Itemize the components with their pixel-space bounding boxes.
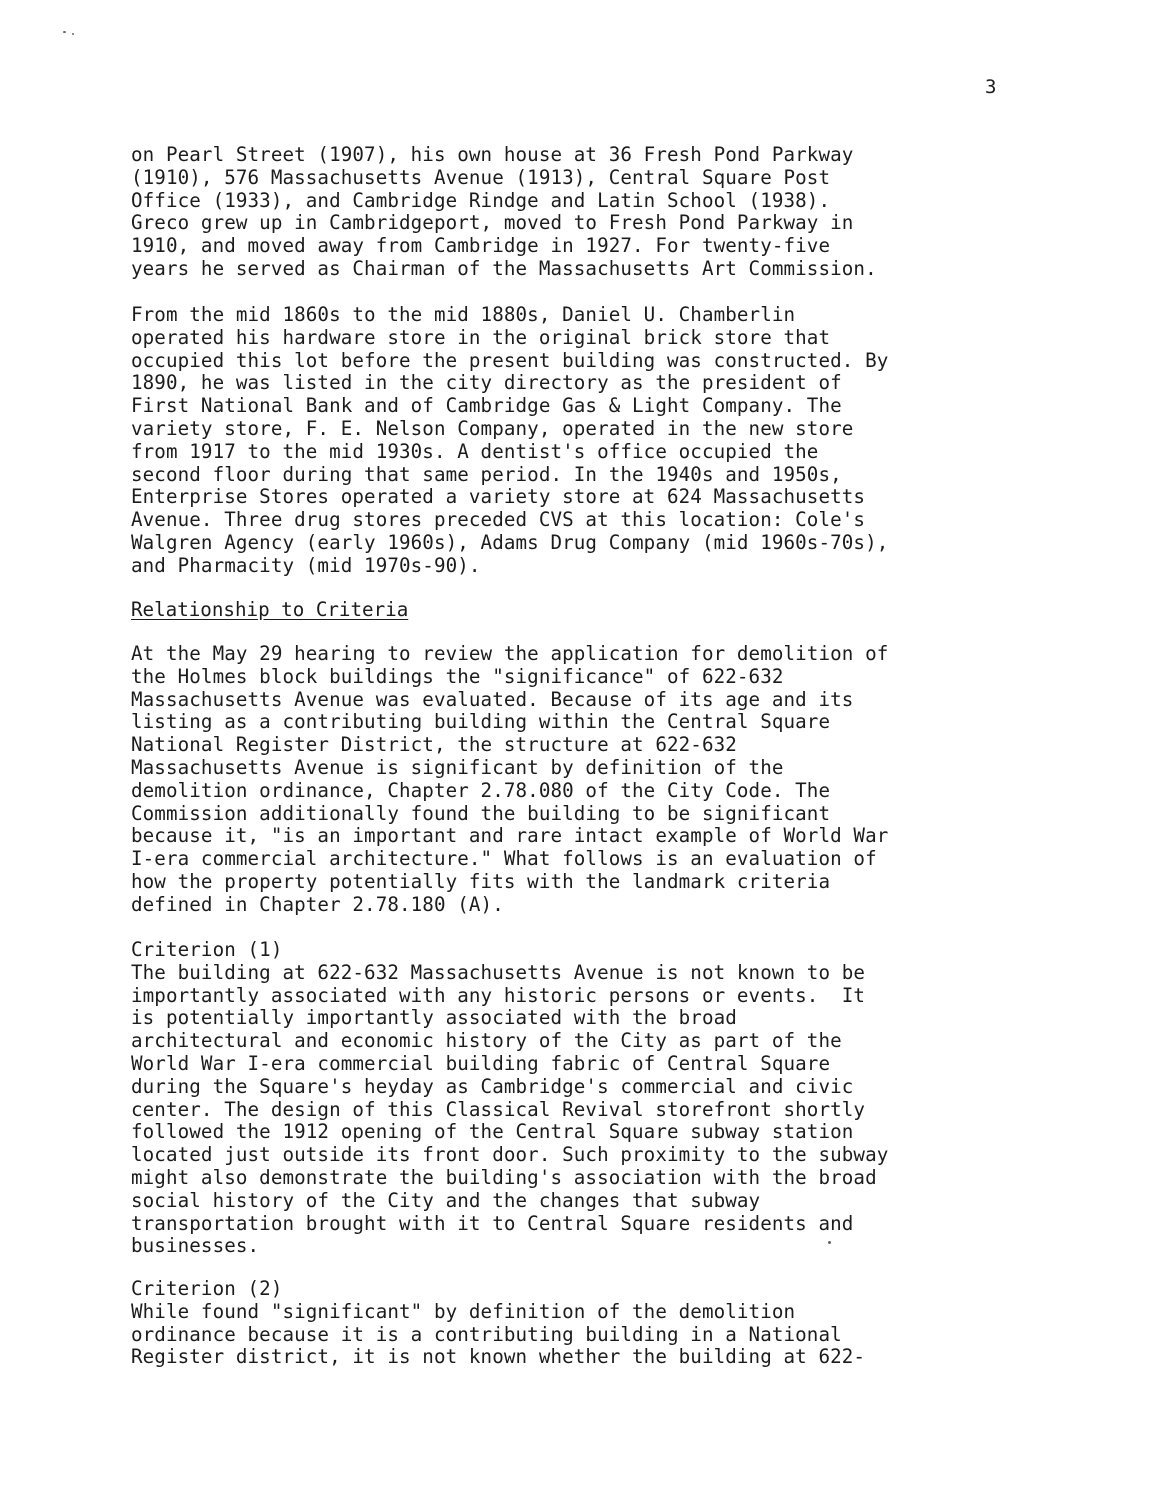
text-line: demolition ordinance, Chapter 2.78.080 of the City Code. The (131, 778, 831, 802)
text-line: Commission additionally found the building to be significant (131, 801, 831, 825)
text-line: social history of the City and the changes that subway (131, 1188, 761, 1212)
text-line: Greco grew up in Cambridgeport, moved to Fresh Pond Parkway in (131, 211, 854, 235)
text-line: At the May 29 hearing to review the application for demolition of (131, 642, 889, 665)
text-line: Enterprise Stores operated a variety store at 624 Massachusetts (131, 485, 866, 509)
text-line: from 1917 to the mid 1930s. A dentist's office occupied the (131, 439, 819, 463)
text-line: (1910), 576 Massachusetts Avenue (1913), Central Square Post (131, 165, 831, 189)
text-line: Walgren Agency (early 1960s), Adams Drug Company (mid 1960s-70s), (131, 530, 889, 554)
text-line: transportation brought with it to Central Square residents and (131, 1211, 854, 1235)
text-line: how the property potentially fits with the landmark criteria (131, 869, 831, 893)
text-line: might also demonstrate the building's association with the broad (131, 1165, 877, 1189)
paragraph-2 (131, 304, 1036, 578)
text-line: While found "significant" by definition of the demolition (131, 1299, 796, 1323)
text-line: years he served as Chairman of the Massachusetts Art Commission. (131, 256, 877, 280)
text-line: Avenue. Three drug stores preceded CVS at this location: Cole's (131, 508, 866, 532)
criterion-2 (131, 1278, 1036, 1369)
text-line: I-era commercial architecture." What follows is an evaluation of (131, 847, 877, 871)
text-line: businesses. (131, 1234, 260, 1258)
text-line: Massachusetts Avenue was evaluated. Because of its age and its (131, 687, 854, 711)
text-line: defined in Chapter 2.78.180 (A). (131, 892, 504, 916)
text-line: World War I-era commercial building fabric of Central Square (131, 1051, 831, 1075)
text-line: located just outside its front door. Such proximity to the subway (131, 1143, 889, 1167)
text-line: operated his hardware store in the original brick store that (131, 325, 831, 349)
text-line: First National Bank and of Cambridge Gas & Light Company. The (131, 394, 842, 418)
text-line: and Pharmacity (mid 1970s-90). (131, 553, 481, 577)
text-line: center. The design of this Classical Revival storefront shortly (131, 1097, 866, 1121)
criterion-1 (131, 939, 1036, 1258)
text-line: architectural and economic history of the City as part of the (131, 1029, 842, 1053)
text-line: 1890, he was listed in the city directory as the president of (131, 371, 842, 395)
paragraph-3 (131, 643, 1036, 917)
criterion-title: Criterion (2) (131, 1277, 283, 1300)
section-heading: Relationship to Criteria (131, 598, 409, 621)
scan-speck (63, 31, 66, 33)
criterion-title: Criterion (1) (131, 938, 283, 961)
text-line: importantly associated with any historic persons or events. It (131, 983, 866, 1007)
text-line: second floor during that same period. In the 1940s and 1950s, (131, 462, 842, 486)
text-line: The building at 622-632 Massachusetts Avenue is not known to be (131, 960, 866, 984)
text-line: on Pearl Street (1907), his own house at 36 Fresh Pond Parkway (131, 143, 854, 166)
text-line: variety store, F. E. Nelson Company, operated in the new store (131, 416, 854, 440)
text-line: listing as a contributing building within the Central Square (131, 710, 831, 734)
text-line: Office (1933), and Cambridge Rindge and Latin School (1938). (131, 188, 831, 212)
text-line: is potentially importantly associated with the broad (131, 1006, 737, 1030)
text-line: because it, "is an important and rare intact example of World War (131, 824, 889, 848)
text-line: Register district, it is not known whether the building at 622- (131, 1345, 866, 1369)
scan-speck (72, 33, 74, 35)
text-line: From the mid 1860s to the mid 1880s, Daniel U. Chamberlin (131, 303, 796, 326)
text-line: ordinance because it is a contributing building in a National (131, 1322, 842, 1346)
text-line: National Register District, the structure at 622-632 (131, 733, 737, 757)
text-line: occupied this lot before the present building was constructed. By (131, 348, 889, 372)
text-line: 1910, and moved away from Cambridge in 1927. For twenty-five (131, 234, 831, 258)
text-line: the Holmes block buildings the "significance" of 622-632 (131, 664, 784, 688)
scan-speck (828, 1241, 831, 1244)
text-line: followed the 1912 opening of the Central Square subway station (131, 1120, 854, 1144)
paragraph-1 (131, 144, 1036, 281)
text-line: during the Square's heyday as Cambridge's commercial and civic (131, 1074, 854, 1098)
text-line: Massachusetts Avenue is significant by definition of the (131, 755, 784, 779)
page-number: 3 (985, 76, 997, 98)
